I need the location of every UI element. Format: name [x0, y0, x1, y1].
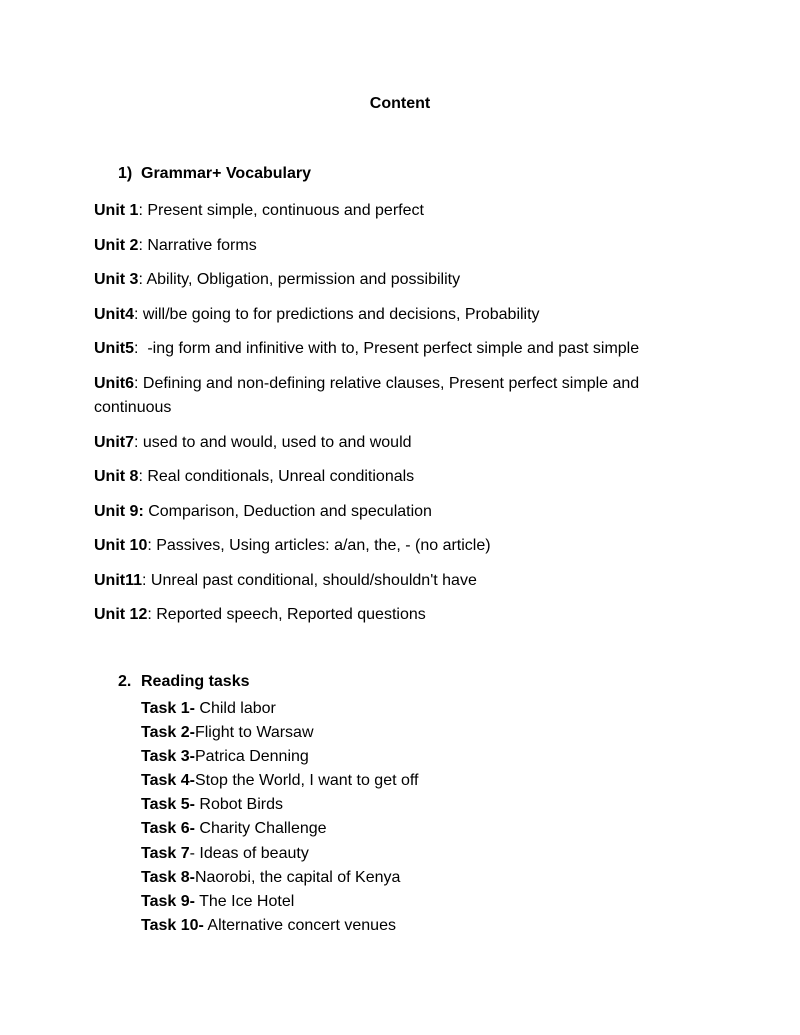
task-label: Task 10- — [141, 916, 204, 934]
task-item — [141, 914, 419, 938]
section-heading-reading-tasks — [118, 673, 249, 691]
unit-label: Unit5 — [94, 340, 134, 357]
unit-description: : -ing form and infinitive with to, Present perfect simple and past simple — [134, 340, 640, 357]
task-item — [141, 769, 419, 793]
task-title: Charity Challenge — [194, 820, 327, 838]
unit-item — [94, 372, 694, 421]
unit-item — [94, 465, 694, 490]
task-item — [141, 745, 419, 769]
task-item — [141, 842, 419, 866]
unit-description: : Defining and non-defining relative clauses, Present perfect simple and continuous — [94, 374, 640, 416]
unit-item — [94, 569, 694, 594]
unit-label: Unit6 — [94, 374, 134, 392]
unit-description: : used to and would, used to and would — [134, 433, 412, 451]
unit-description: : Reported speech, Reported questions — [147, 606, 426, 623]
unit-description: : Narrative forms — [138, 236, 257, 254]
unit-list — [94, 199, 694, 638]
unit-label: Unit 3 — [94, 271, 139, 288]
page-title: Content — [369, 95, 431, 112]
task-item — [141, 866, 419, 890]
unit-item — [94, 303, 694, 328]
task-label: Task 8- — [141, 868, 195, 886]
task-title: Naorobi, the capital of Kenya — [194, 868, 401, 886]
section-number: 2. — [118, 673, 132, 690]
unit-label: Unit7 — [94, 433, 134, 451]
unit-item — [94, 534, 694, 559]
unit-label: Unit 2 — [94, 236, 139, 254]
task-label: Task 3- — [141, 748, 195, 766]
task-label: Task 4- — [141, 772, 195, 790]
unit-item — [94, 603, 694, 628]
unit-item — [94, 337, 694, 362]
unit-description: : Passives, Using articles: a/an, the, - (no article) — [147, 537, 491, 554]
section-title: Reading tasks — [141, 673, 250, 690]
unit-description: : Unreal past conditional, should/shouldn't have — [142, 571, 477, 589]
task-title: Flight to Warsaw — [194, 724, 314, 742]
task-title: Child labor — [194, 700, 276, 717]
task-label: Task 9- — [141, 892, 195, 910]
task-item — [141, 721, 419, 745]
task-title: The Ice Hotel — [194, 892, 295, 910]
task-title: - Ideas of beauty — [189, 844, 309, 862]
task-list — [141, 697, 419, 938]
task-title: Alternative concert venues — [203, 916, 396, 934]
task-item — [141, 793, 419, 817]
unit-label: Unit 12 — [94, 606, 148, 623]
unit-description: : Present simple, continuous and perfect — [138, 202, 424, 219]
unit-item — [94, 268, 694, 293]
section-heading-grammar-vocabulary — [118, 165, 311, 183]
task-title: Patrica Denning — [194, 748, 309, 766]
unit-description: : will/be going to for predictions and decisions, Probability — [134, 305, 540, 323]
unit-label: Unit 1 — [94, 202, 139, 219]
task-item — [141, 697, 419, 721]
unit-label: Unit4 — [94, 305, 134, 323]
unit-item — [94, 431, 694, 456]
task-item — [141, 890, 419, 914]
unit-item — [94, 500, 694, 525]
unit-item — [94, 234, 694, 259]
unit-label: Unit11 — [94, 571, 143, 589]
task-label: Task 6- — [141, 820, 195, 838]
task-label: Task 5- — [141, 796, 195, 814]
unit-label: Unit 8 — [94, 468, 139, 485]
task-item — [141, 817, 419, 841]
unit-description: : Real conditionals, Unreal conditionals — [138, 468, 415, 485]
unit-description: Comparison, Deduction and speculation — [143, 502, 432, 520]
task-label: Task 2- — [141, 724, 195, 742]
task-title: Stop the World, I want to get off — [194, 772, 419, 790]
task-title: Robot Birds — [194, 796, 283, 814]
section-number: 1) — [118, 165, 133, 182]
section-title: Grammar+ Vocabulary — [141, 165, 312, 182]
unit-label: Unit 9: — [94, 502, 144, 520]
task-label: Task 7 — [141, 844, 190, 862]
unit-description: : Ability, Obligation, permission and possibility — [138, 271, 461, 288]
unit-label: Unit 10 — [94, 537, 148, 554]
task-label: Task 1- — [141, 700, 195, 717]
unit-item — [94, 199, 694, 224]
